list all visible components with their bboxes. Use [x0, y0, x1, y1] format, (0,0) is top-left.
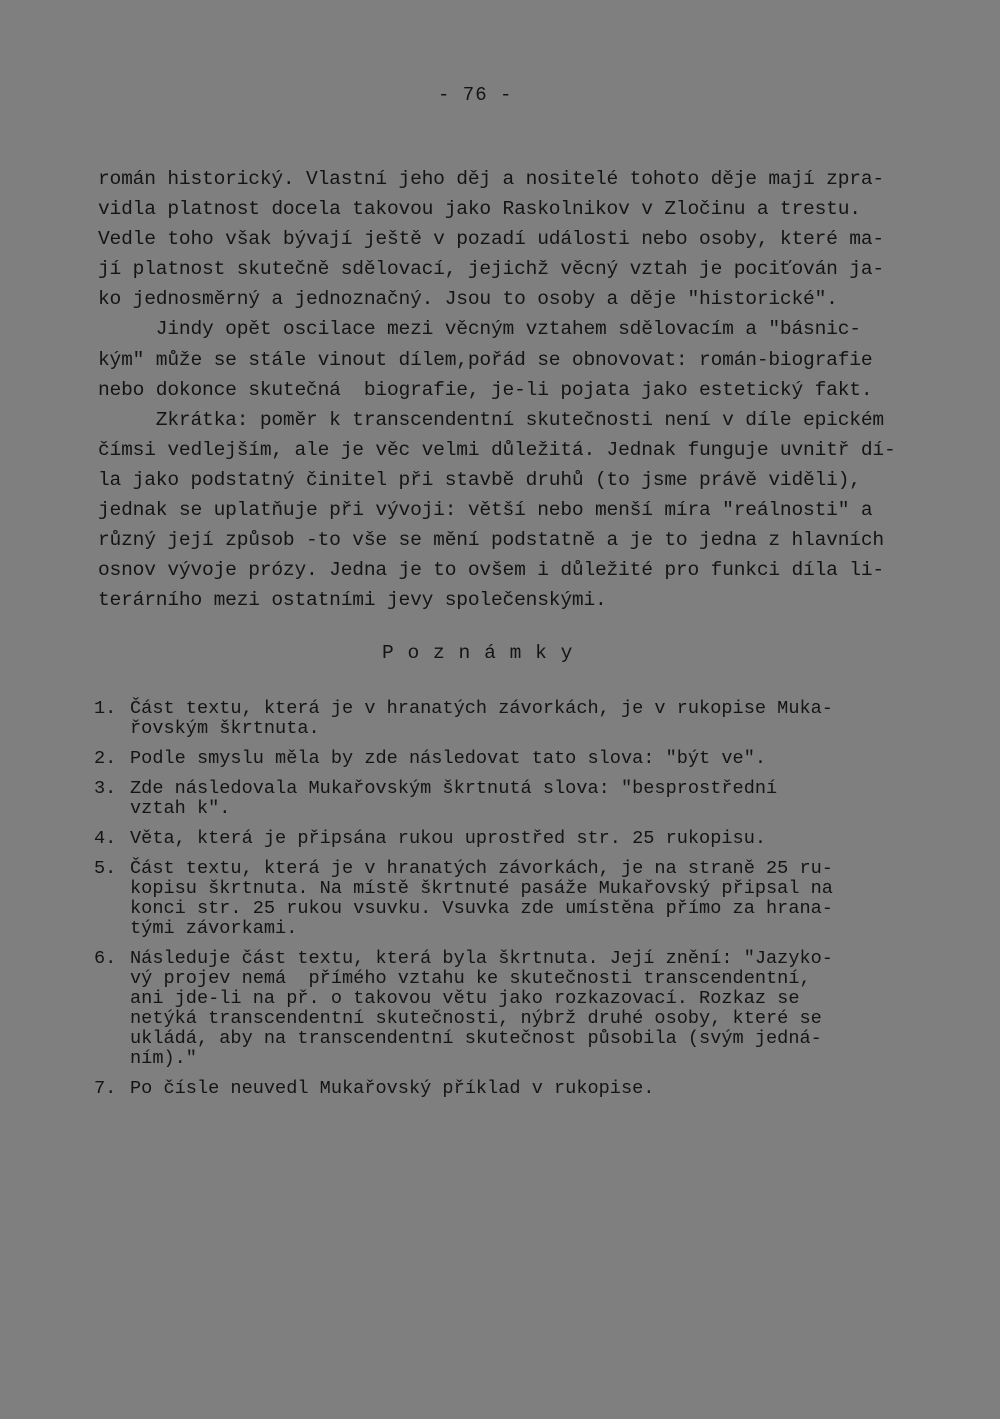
note-text [130, 749, 914, 769]
body-line: ko jednosměrný a jednoznačný. Jsou to osoby a děje "historické". [98, 288, 838, 311]
body-line: Vedle toho však bývají ještě v pozadí události nebo osoby, které ma- [98, 228, 884, 251]
notes-list [94, 699, 914, 1109]
body-line: Zkrátka: poměr k transcendentní skutečnosti není v díle epickém [98, 408, 884, 431]
body-line: různý její způsob -to vše se mění podstatně a je to jedna z hlavních [98, 529, 884, 552]
note-line: Část textu, která je v hranatých závorkách, je na straně 25 ru- [130, 858, 833, 879]
note-item [94, 1079, 914, 1099]
note-line: kopisu škrtnuta. Na místě škrtnuté pasáže Mukařovský připsal na [130, 878, 833, 899]
body-line: Jindy opět oscilace mezi věcným vztahem sdělovacím a "básnic- [98, 318, 861, 341]
note-number: 5. [94, 858, 117, 879]
note-number: 2. [94, 748, 117, 769]
note-number: 6. [94, 948, 117, 969]
body-line: osnov vývoje prózy. Jedna je to ovšem i důležité pro funkci díla li- [98, 559, 884, 582]
note-number: 7. [94, 1078, 117, 1099]
body-line: terárního mezi ostatními jevy společenskými. [98, 589, 607, 612]
note-line: řovským škrtnuta. [130, 718, 320, 739]
note-line: ani jde-li na př. o takovou větu jako rozkazovací. Rozkaz se [130, 988, 800, 1009]
body-line: la jako podstatný činitel při stavbě druhů (to jsme právě viděli), [98, 468, 861, 491]
note-line: Podle smyslu měla by zde následovat tato slova: "být ve". [130, 748, 767, 769]
page-number: - 76 - [438, 84, 513, 106]
note-number: 4. [94, 828, 117, 849]
note-line: Po čísle neuvedl Mukařovský příklad v rukopise. [130, 1078, 655, 1099]
note-text [130, 779, 914, 819]
note-text [130, 949, 914, 1069]
note-line: Věta, která je připsána rukou uprostřed str. 25 rukopisu. [130, 828, 767, 849]
note-item [94, 829, 914, 849]
note-text [130, 1079, 914, 1099]
note-line: Část textu, která je v hranatých závorkách, je v rukopise Muka- [130, 698, 833, 719]
note-text [130, 859, 914, 939]
note-line: Zde následovala Mukařovským škrtnutá slova: "besprostřední [130, 778, 778, 799]
note-text [130, 829, 914, 849]
note-line: ním)." [130, 1048, 197, 1069]
note-item [94, 699, 914, 739]
note-line: vztah k". [130, 798, 231, 819]
note-line: vý projev nemá přímého vztahu ke skutečnosti transcendentní, [130, 968, 811, 989]
note-line: Následuje část textu, která byla škrtnuta. Její znění: "Jazyko- [130, 948, 833, 969]
body-line: kým" může se stále vinout dílem,pořád se obnovovat: román-biografie [98, 348, 873, 371]
body-line: čímsi vedlejším, ale je věc velmi důležitá. Jednak funguje uvnitř dí- [98, 438, 896, 461]
body-line: vidla platnost docela takovou jako Raskolnikov v Zločinu a trestu. [98, 198, 861, 221]
notes-heading: P o z n á m k y [382, 642, 574, 664]
note-item [94, 949, 914, 1069]
note-item [94, 859, 914, 939]
body-text [98, 164, 928, 615]
note-number: 3. [94, 778, 117, 799]
note-text [130, 699, 914, 739]
note-line: netýká transcendentní skutečnosti, nýbrž druhé osoby, které se [130, 1008, 822, 1029]
note-line: tými závorkami. [130, 918, 298, 939]
note-item [94, 749, 914, 769]
body-line: román historický. Vlastní jeho děj a nositelé tohoto děje mají zpra- [98, 168, 884, 190]
body-line: nebo dokonce skutečná biografie, je-li pojata jako estetický fakt. [98, 378, 873, 401]
note-line: ukládá, aby na transcendentní skutečnost působila (svým jedná- [130, 1028, 822, 1049]
note-line: konci str. 25 rukou vsuvku. Vsuvka zde umístěna přímo za hrana- [130, 898, 833, 919]
body-line: jednak se uplatňuje při vývoji: větší nebo menší míra "reálnosti" a [98, 499, 873, 522]
note-item [94, 779, 914, 819]
body-line: jí platnost skutečně sdělovací, jejichž věcný vztah je pociťován ja- [98, 258, 884, 281]
note-number: 1. [94, 698, 117, 719]
